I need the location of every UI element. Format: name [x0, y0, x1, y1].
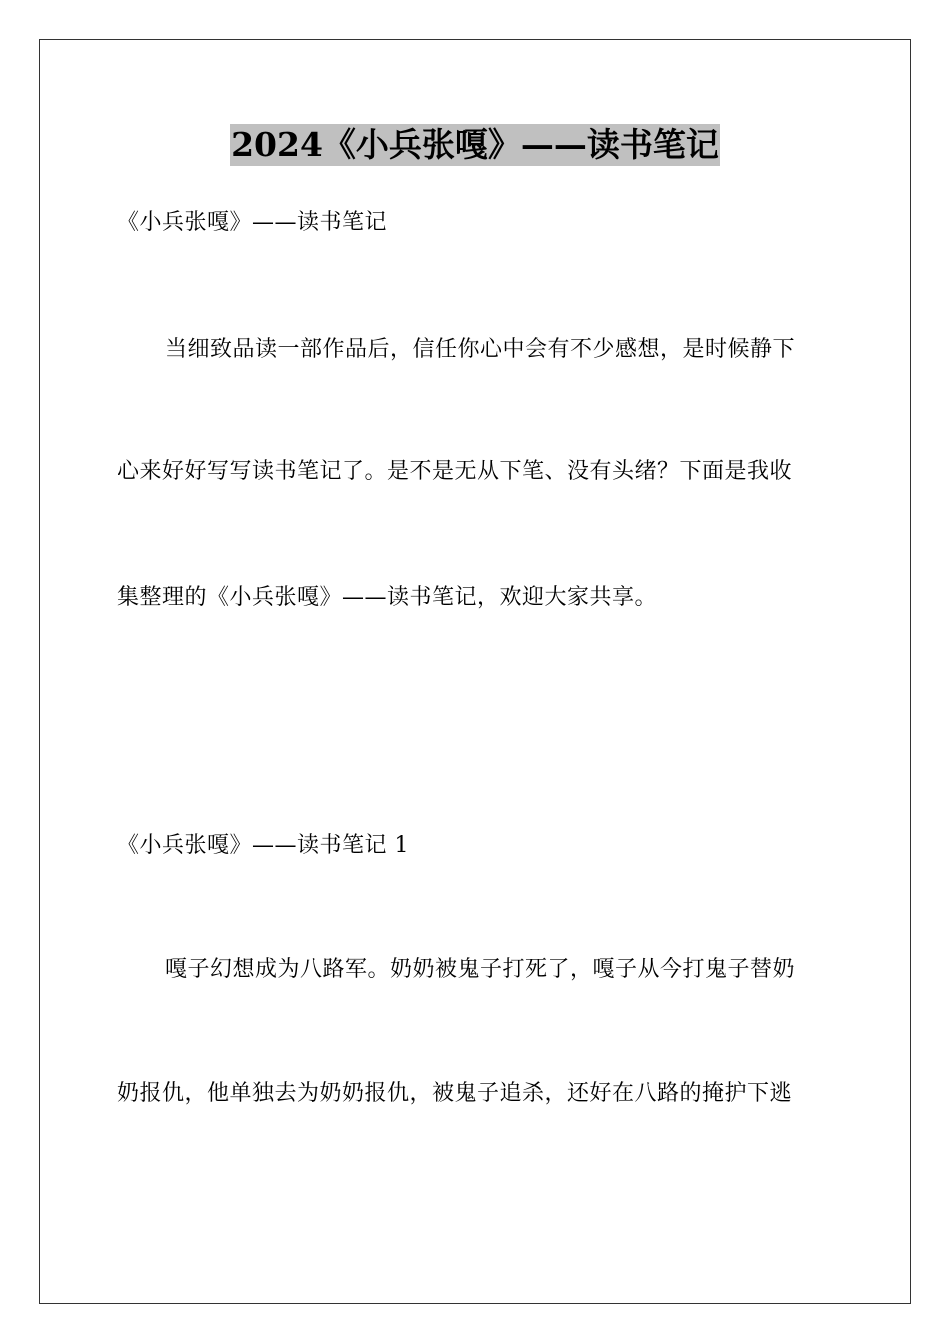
section-heading: 《小兵张嘎》——读书笔记 1	[117, 833, 409, 858]
paragraph-line: 心来好好写写读书笔记了。是不是无从下笔、没有头绪？下面是我收	[117, 459, 793, 484]
subtitle-line: 《小兵张嘎》——读书笔记	[117, 210, 388, 235]
paragraph-line: 当细致品读一部作品后，信任你心中会有不少感想，是时候静下	[165, 337, 796, 362]
paragraph-line: 集整理的《小兵张嘎》——读书笔记，欢迎大家共享。	[117, 585, 658, 610]
paragraph-line: 嘎子幻想成为八路军。奶奶被鬼子打死了，嘎子从今打鬼子替奶	[165, 957, 796, 982]
paragraph-line: 奶报仇，他单独去为奶奶报仇，被鬼子追杀，还好在八路的掩护下逃	[117, 1081, 793, 1106]
document-title: 2024《小兵张嘎》——读书笔记	[231, 125, 719, 164]
title-container	[0, 124, 950, 166]
